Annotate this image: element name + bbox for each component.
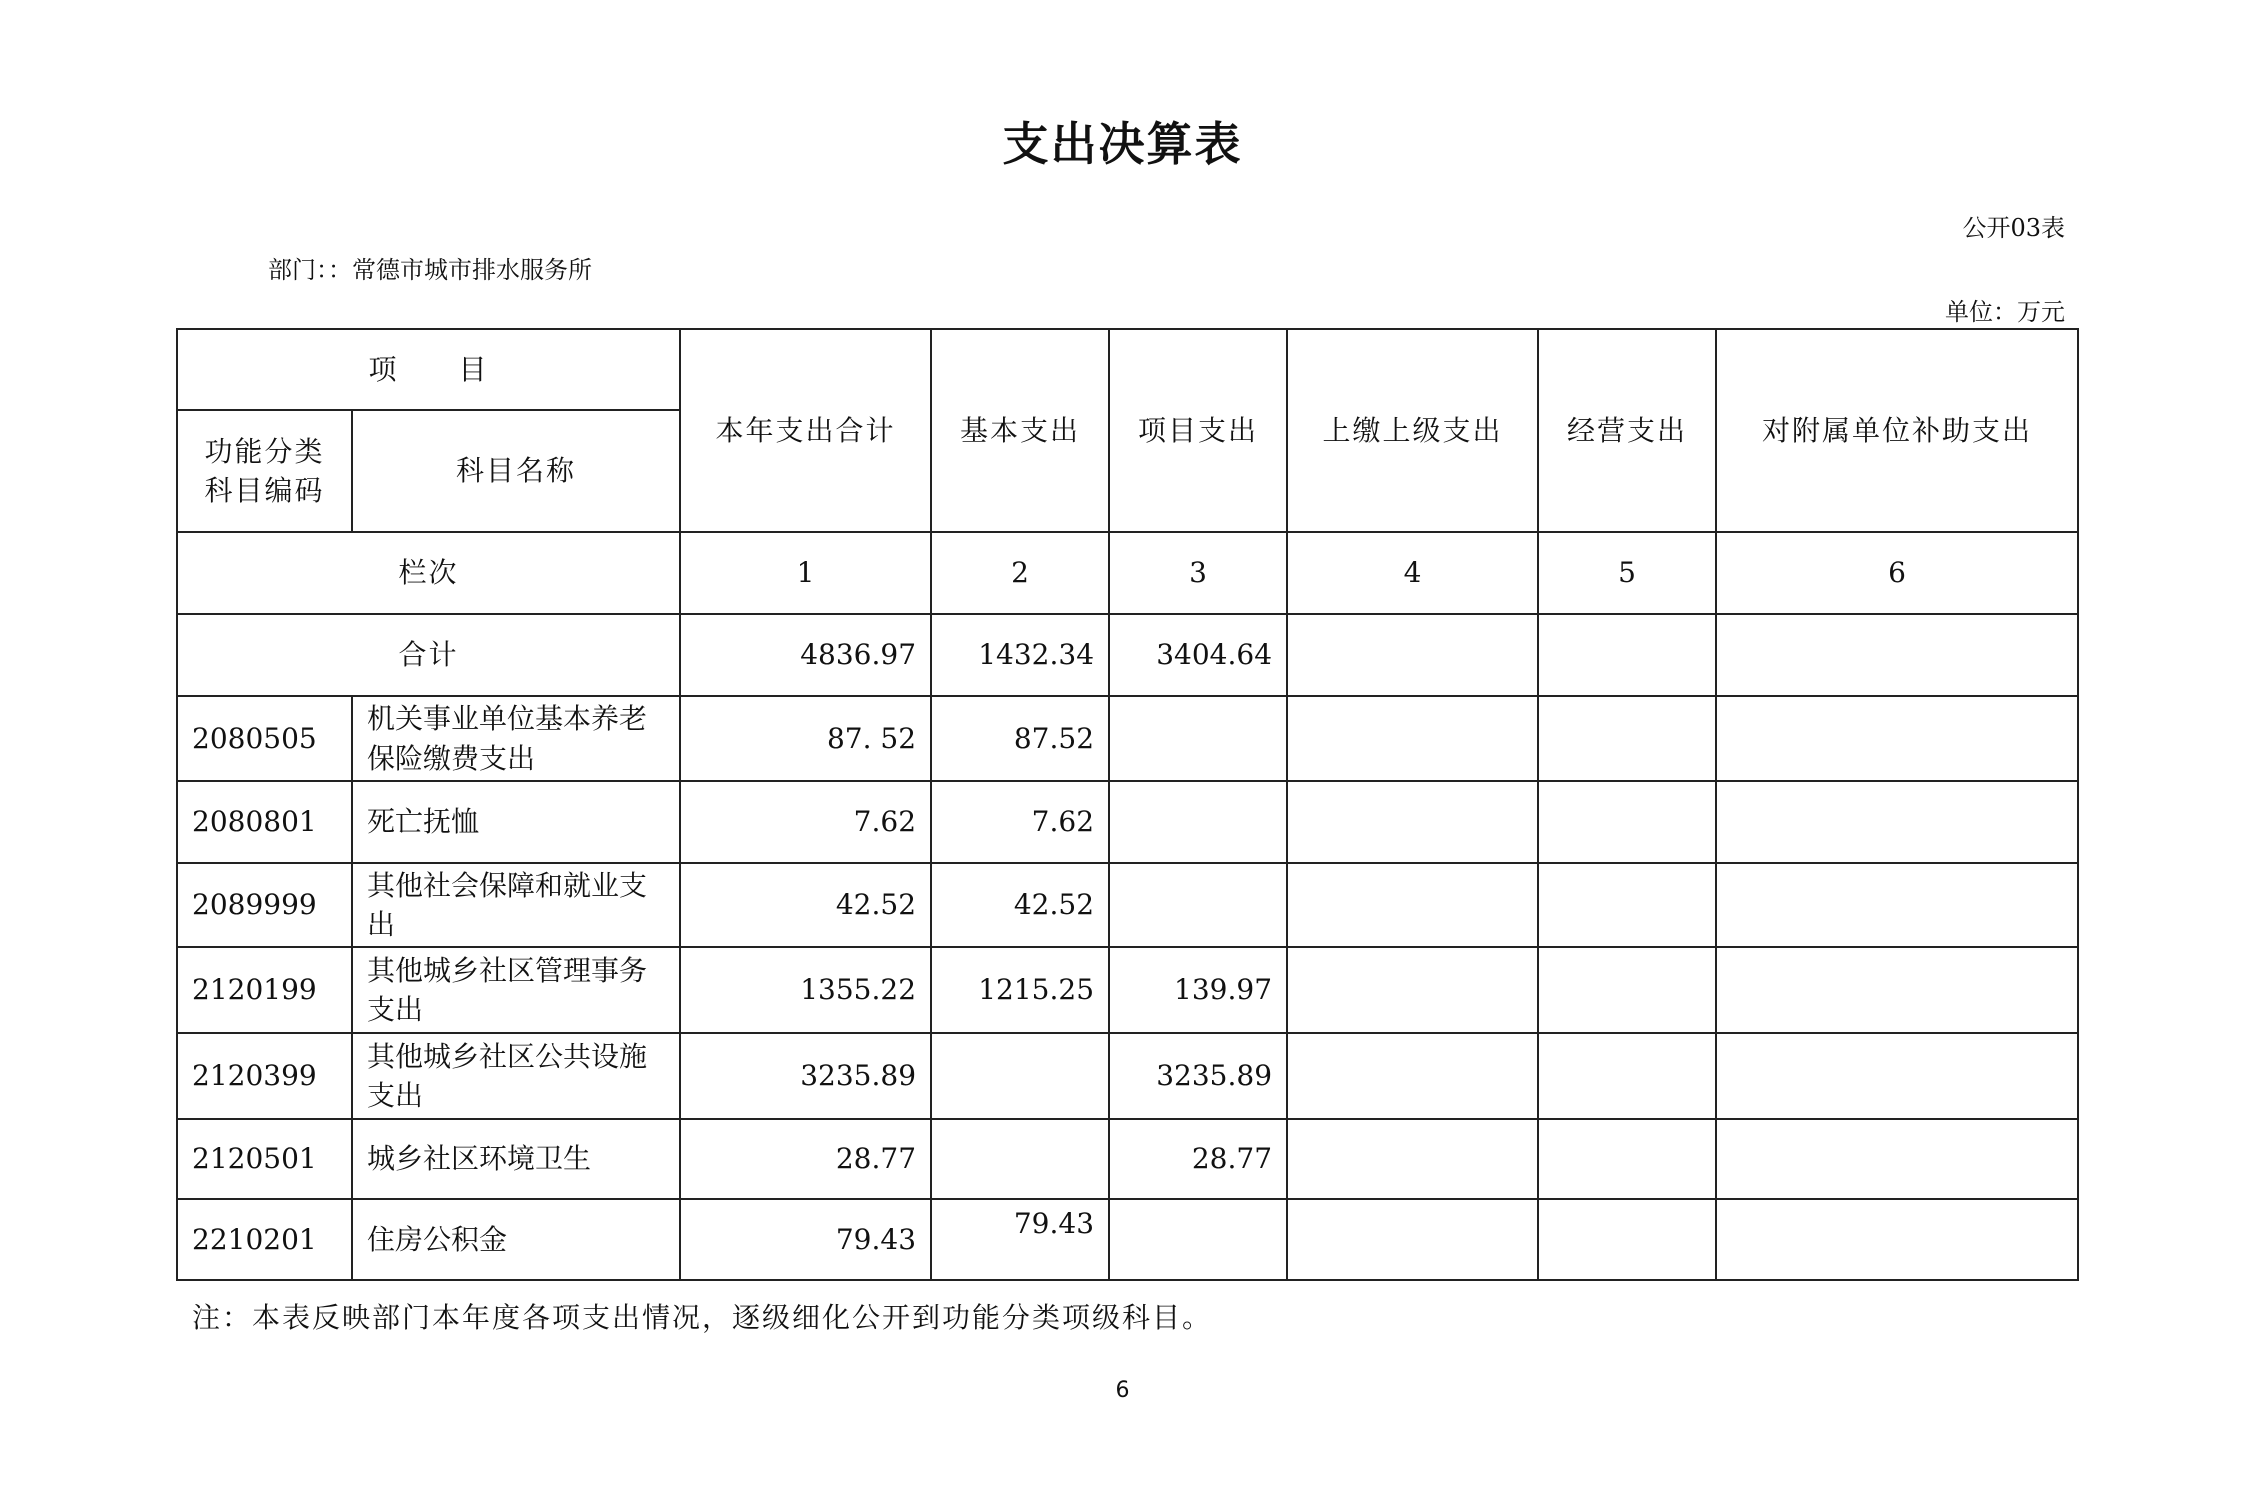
table-row bbox=[177, 1199, 2078, 1280]
empty-cell bbox=[1287, 1119, 1538, 1199]
total-basic: 1432.34 bbox=[931, 614, 1109, 696]
table-row bbox=[177, 696, 2078, 781]
header-upper: 上缴上级支出 bbox=[1287, 329, 1538, 532]
row-basic: 1215.25 bbox=[931, 947, 1109, 1033]
page-title: 支出决算表 bbox=[1002, 117, 1243, 171]
footnote: 注：本表反映部门本年度各项支出情况，逐级细化公开到功能分类项级科目。 bbox=[192, 1301, 1213, 1334]
empty-cell bbox=[1538, 1199, 1716, 1280]
page-number: 6 bbox=[1115, 1378, 1130, 1403]
empty-cell bbox=[1538, 781, 1716, 863]
column-number: 1 bbox=[680, 532, 931, 614]
header-subsidiary: 对附属单位补助支出 bbox=[1716, 329, 2078, 532]
empty-cell bbox=[1716, 1119, 2078, 1199]
expenditure-table bbox=[176, 328, 2079, 1281]
row-project: 3235.89 bbox=[1109, 1033, 1287, 1119]
header-code: 功能分类科目编码 bbox=[177, 410, 352, 532]
row-code: 2210201 bbox=[177, 1199, 352, 1280]
table-row bbox=[177, 781, 2078, 863]
column-number: 6 bbox=[1716, 532, 2078, 614]
row-project bbox=[1109, 696, 1287, 781]
row-basic: 87.52 bbox=[931, 696, 1109, 781]
row-basic bbox=[931, 1119, 1109, 1199]
column-number-row bbox=[177, 532, 2078, 614]
row-basic: 42.52 bbox=[931, 863, 1109, 947]
row-name: 机关事业单位基本养老保险缴费支出 bbox=[352, 696, 680, 781]
empty-cell bbox=[1287, 1033, 1538, 1119]
empty-cell bbox=[1287, 863, 1538, 947]
row-code: 2080801 bbox=[177, 781, 352, 863]
table-row bbox=[177, 947, 2078, 1033]
total-row bbox=[177, 614, 2078, 696]
row-basic: 7.62 bbox=[931, 781, 1109, 863]
row-project bbox=[1109, 1199, 1287, 1280]
table-row bbox=[177, 1119, 2078, 1199]
total-project: 3404.64 bbox=[1109, 614, 1287, 696]
row-total: 1355.22 bbox=[680, 947, 931, 1033]
row-code: 2080505 bbox=[177, 696, 352, 781]
column-number: 5 bbox=[1538, 532, 1716, 614]
row-code: 2089999 bbox=[177, 863, 352, 947]
empty-cell bbox=[1538, 1119, 1716, 1199]
row-name: 城乡社区环境卫生 bbox=[352, 1119, 680, 1199]
row-total: 7.62 bbox=[680, 781, 931, 863]
row-project bbox=[1109, 781, 1287, 863]
row-name: 其他城乡社区公共设施支出 bbox=[352, 1033, 680, 1119]
header-business: 经营支出 bbox=[1538, 329, 1716, 532]
row-code: 2120199 bbox=[177, 947, 352, 1033]
row-total: 87. 52 bbox=[680, 696, 931, 781]
empty-cell bbox=[1538, 1033, 1716, 1119]
empty-cell bbox=[1716, 1199, 2078, 1280]
empty-cell bbox=[1287, 781, 1538, 863]
row-code: 2120399 bbox=[177, 1033, 352, 1119]
row-total: 28.77 bbox=[680, 1119, 931, 1199]
empty-cell bbox=[1716, 614, 2078, 696]
column-number: 2 bbox=[931, 532, 1109, 614]
column-number-label: 栏次 bbox=[177, 532, 680, 614]
empty-cell bbox=[1716, 696, 2078, 781]
empty-cell bbox=[1716, 863, 2078, 947]
total-label: 合计 bbox=[177, 614, 680, 696]
empty-cell bbox=[1716, 1033, 2078, 1119]
empty-cell bbox=[1716, 781, 2078, 863]
table-row bbox=[177, 863, 2078, 947]
row-project: 139.97 bbox=[1109, 947, 1287, 1033]
empty-cell bbox=[1287, 1199, 1538, 1280]
empty-cell bbox=[1538, 863, 1716, 947]
row-code: 2120501 bbox=[177, 1119, 352, 1199]
header-project: 项 目 bbox=[177, 329, 680, 410]
empty-cell bbox=[1538, 947, 1716, 1033]
column-number: 3 bbox=[1109, 532, 1287, 614]
empty-cell bbox=[1287, 614, 1538, 696]
row-name: 其他城乡社区管理事务支出 bbox=[352, 947, 680, 1033]
row-project bbox=[1109, 863, 1287, 947]
row-basic: 79.43 bbox=[931, 1199, 1109, 1280]
row-name: 死亡抚恤 bbox=[352, 781, 680, 863]
row-name: 住房公积金 bbox=[352, 1199, 680, 1280]
header-project-expense: 项目支出 bbox=[1109, 329, 1287, 532]
unit-label: 单位：万元 bbox=[1945, 298, 2065, 326]
header-name: 科目名称 bbox=[352, 410, 680, 532]
empty-cell bbox=[1716, 947, 2078, 1033]
row-name: 其他社会保障和就业支出 bbox=[352, 863, 680, 947]
empty-cell bbox=[1287, 947, 1538, 1033]
row-basic bbox=[931, 1033, 1109, 1119]
row-total: 79.43 bbox=[680, 1199, 931, 1280]
header-basic: 基本支出 bbox=[931, 329, 1109, 532]
row-project: 28.77 bbox=[1109, 1119, 1287, 1199]
column-number: 4 bbox=[1287, 532, 1538, 614]
row-total: 42.52 bbox=[680, 863, 931, 947]
empty-cell bbox=[1538, 614, 1716, 696]
empty-cell bbox=[1287, 696, 1538, 781]
header-total: 本年支出合计 bbox=[680, 329, 931, 532]
row-total: 3235.89 bbox=[680, 1033, 931, 1119]
department-label: 部门：：常德市城市排水服务所 bbox=[268, 256, 592, 284]
empty-cell bbox=[1538, 696, 1716, 781]
form-number: 公开03表 bbox=[1962, 214, 2065, 242]
total-amount: 4836.97 bbox=[680, 614, 931, 696]
table-row bbox=[177, 1033, 2078, 1119]
